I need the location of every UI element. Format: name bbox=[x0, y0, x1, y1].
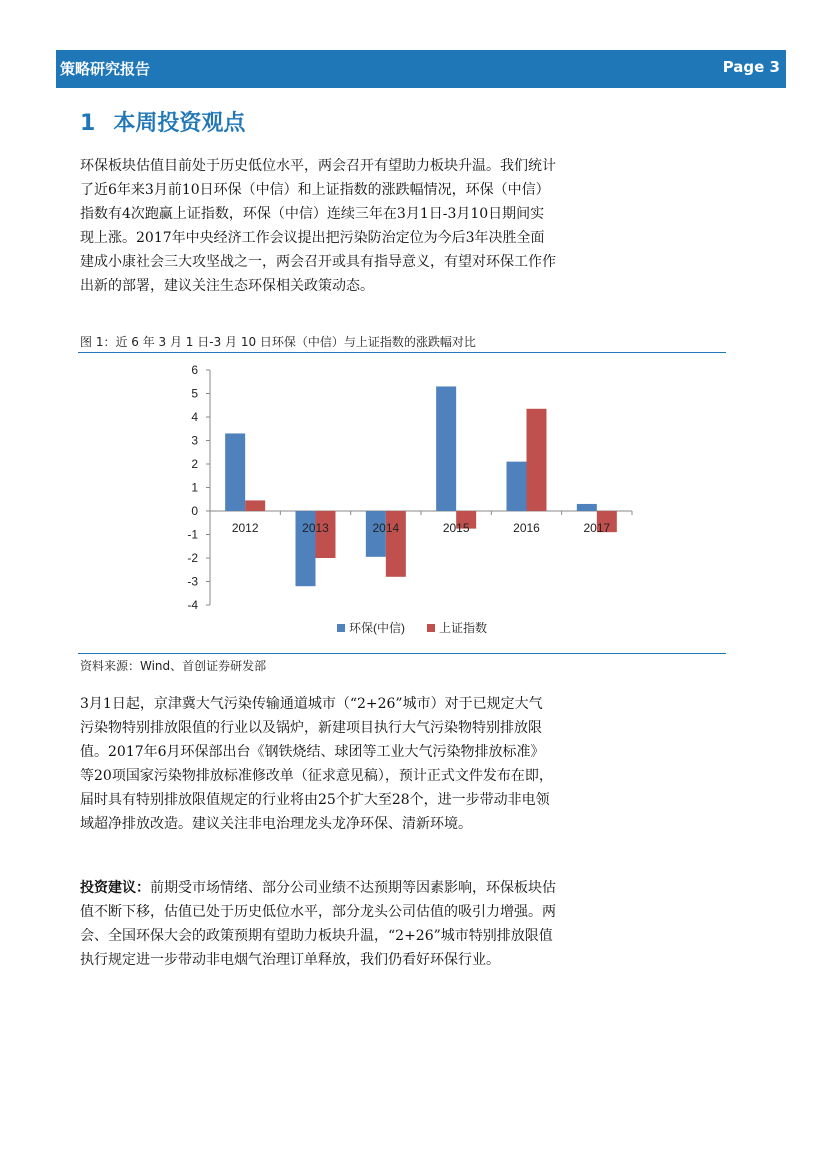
y-tick-label: 2 bbox=[191, 457, 198, 471]
figure-top-rule bbox=[78, 352, 726, 353]
bar-env-2015 bbox=[436, 386, 456, 511]
recommendation-label: 投资建议： bbox=[80, 880, 150, 896]
paragraph-policy: 3月1日起，京津冀大气污染传输通道城市（“2+26”城市）对于已规定大气污染物特别排放限值的行业以及锅炉，新建项目执行大气污染物特别排放限值。2017年6月环保部出台《钢铁烧结、球团等工业大气污染物排放标准》等20项国家污染物排放标准修改单（征求意见稿），预计正式文件发布在即，届时具有特别排放限值规定的行业将由25个扩大至28个，进一步带动非电领域超净排放改造。建议关注非电治理龙头龙净环保、清新环境。 bbox=[80, 696, 553, 832]
recommendation-text: 前期受市场情绪、部分公司业绩不达预期等因素影响，环保板块估值不断下移，估值已处于历史低位水平，部分龙头公司估值的吸引力增强。两会、全国环保大会的政策预期有望助力板块升温，“2+26”城市特别排放限值执行规定进一步带动非电烟气治理订单释放，我们仍看好环保行业。 bbox=[80, 880, 556, 968]
section-title: 本周投资观点 bbox=[113, 111, 246, 136]
report-title: 策略研究报告 bbox=[60, 60, 151, 78]
header-bar bbox=[56, 50, 786, 88]
y-tick-label: 0 bbox=[191, 504, 198, 518]
x-tick-label-2012: 2012 bbox=[231, 521, 259, 535]
y-tick-label: 6 bbox=[191, 363, 198, 377]
x-tick-label-2013: 2013 bbox=[302, 521, 329, 535]
legend-swatch-1 bbox=[427, 624, 435, 632]
bar-sse-2012 bbox=[245, 500, 265, 511]
y-tick-label: 3 bbox=[191, 433, 198, 448]
paragraph-intro: 环保板块估值目前处于历史低位水平，两会召开有望助力板块升温。我们统计了近6年来3月前10日环保（中信）和上证指数的涨跌幅情况，环保（中信）指数有4次跑赢上证指数，环保（中信）连续三年在3月1日-3月10日期间实现上涨。2017年中央经济工作会议提出把污染防治定位为今后3年决胜全面建成小康社会三大攻坚战之一，两会召开或具有指导意义，有望对环保工作作出新的部署，建议关注生态环保相关政策动态。 bbox=[80, 158, 556, 294]
y-tick-label: 5 bbox=[191, 386, 198, 401]
paragraph-recommendation bbox=[80, 876, 556, 972]
y-tick-label: -1 bbox=[187, 527, 198, 542]
bar-env-2017 bbox=[577, 504, 597, 511]
x-tick-label-2015: 2015 bbox=[442, 521, 470, 535]
section-number: 1 bbox=[80, 111, 96, 136]
y-tick-label: 4 bbox=[191, 410, 198, 424]
x-tick-label-2016: 2016 bbox=[513, 521, 540, 535]
figure-bottom-rule bbox=[78, 653, 726, 654]
figure-source: 资料来源：Wind、首创证券研发部 bbox=[80, 659, 267, 673]
y-tick-label: -3 bbox=[187, 574, 198, 589]
y-tick-label: -2 bbox=[187, 551, 198, 565]
figure-caption: 图 1：近 6 年 3 月 1 日-3 月 10 日环保（中信）与上证指数的涨跌幅对比 bbox=[80, 335, 476, 349]
x-tick-label-2017: 2017 bbox=[583, 521, 611, 535]
section-heading bbox=[80, 106, 245, 137]
bar-env-2012 bbox=[225, 433, 245, 511]
bar-env-2016 bbox=[507, 462, 527, 511]
bar-chart bbox=[160, 356, 660, 648]
legend-label-1: 上证指数 bbox=[439, 621, 488, 635]
y-tick-label: -4 bbox=[187, 598, 198, 612]
y-tick-label: 1 bbox=[191, 480, 198, 495]
page-number: Page 3 bbox=[722, 58, 780, 76]
bar-sse-2016 bbox=[527, 409, 547, 511]
x-tick-label-2014: 2014 bbox=[372, 521, 400, 535]
legend-swatch-0 bbox=[337, 624, 345, 632]
legend-label-0: 环保(中信) bbox=[349, 621, 405, 635]
